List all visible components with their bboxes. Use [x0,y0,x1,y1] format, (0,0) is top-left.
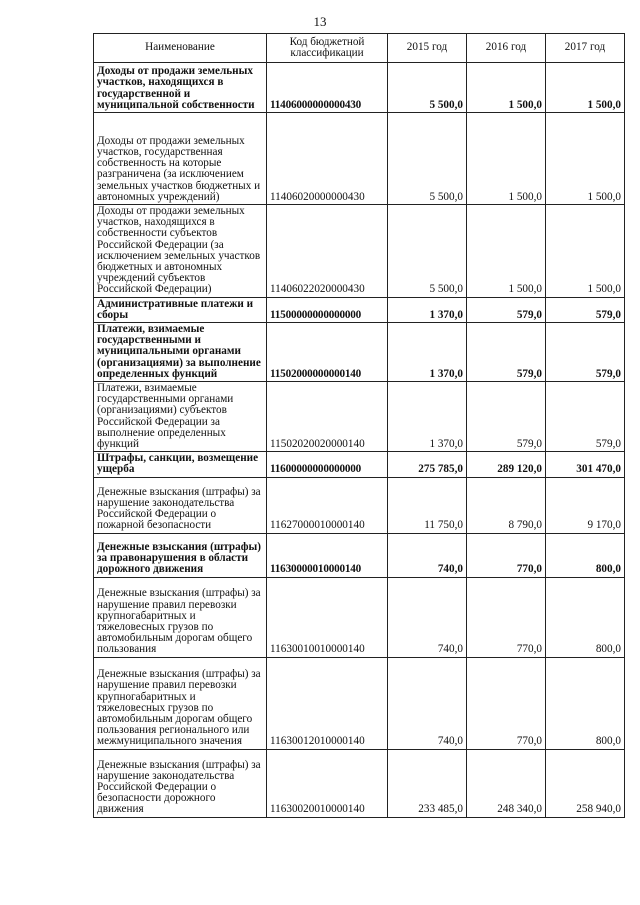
row-value-2016: 770,0 [467,533,546,577]
header-code: Код бюджетной классификации [267,34,388,63]
row-name-cell: Денежные взыскания (штрафы) за нарушение правил перевозки крупногабаритных и тяжеловесных грузов по автомобильным дорогам общего пользования регионального или межмуниципального значения [94,657,267,749]
table-row [94,477,625,533]
row-value-2016: 579,0 [467,382,546,452]
row-value-2016: 289 120,0 [467,452,546,477]
row-value-2016: 1 500,0 [467,63,546,113]
table-row [94,63,625,113]
table-row [94,297,625,322]
row-value-2016: 1 500,0 [467,113,546,205]
table-row [94,113,625,205]
row-name-cell: Денежные взыскания (штрафы) за правонарушения в области дорожного движения [94,533,267,577]
row-value-2017: 1 500,0 [546,205,625,298]
row-name-cell: Доходы от продажи земельных участков, находящихся в собственности субъектов Российской Федерации (за исключением земельных участков бюджетных и автономных учреждений субъектов Российской Федерации) [94,205,267,298]
row-name-cell: Штрафы, санкции, возмещение ущерба [94,452,267,477]
table-row [94,382,625,452]
row-value-2016: 8 790,0 [467,477,546,533]
row-value-2015: 233 485,0 [388,749,467,817]
row-value-2015: 5 500,0 [388,63,467,113]
row-value-2017: 9 170,0 [546,477,625,533]
row-value-2017: 258 940,0 [546,749,625,817]
row-value-2017: 579,0 [546,297,625,322]
row-value-2015: 11 750,0 [388,477,467,533]
header-name: Наименование [94,34,267,63]
table-row [94,205,625,298]
table-row [94,452,625,477]
row-code-cell: 11406000000000430 [267,63,388,113]
row-value-2016: 579,0 [467,323,546,382]
row-value-2017: 579,0 [546,323,625,382]
table-row [94,577,625,657]
row-code-cell: 11630010010000140 [267,577,388,657]
row-value-2016: 770,0 [467,657,546,749]
table-row [94,533,625,577]
table-row [94,657,625,749]
row-value-2016: 579,0 [467,297,546,322]
header-2015: 2015 год [388,34,467,63]
row-code-cell: 11630000010000140 [267,533,388,577]
row-value-2015: 275 785,0 [388,452,467,477]
row-value-2015: 1 370,0 [388,323,467,382]
row-value-2017: 800,0 [546,577,625,657]
row-name-cell: Денежные взыскания (штрафы) за нарушение законодательства Российской Федерации о пожарной безопасности [94,477,267,533]
row-value-2015: 740,0 [388,533,467,577]
row-value-2015: 740,0 [388,657,467,749]
row-value-2017: 800,0 [546,533,625,577]
row-name-cell: Платежи, взимаемые государственными органами (организациями) субъектов Российской Федерации за выполнение определенных функций [94,382,267,452]
row-value-2016: 770,0 [467,577,546,657]
header-2017: 2017 год [546,34,625,63]
table-header-row [94,34,625,63]
row-value-2017: 301 470,0 [546,452,625,477]
row-code-cell: 11630012010000140 [267,657,388,749]
row-value-2017: 579,0 [546,382,625,452]
row-code-cell: 11406020000000430 [267,113,388,205]
row-code-cell: 11630020010000140 [267,749,388,817]
row-name-cell: Доходы от продажи земельных участков, государственная собственность на которые разграничена (за исключением земельных участков бюджетных и автономных учреждений) [94,113,267,205]
row-name-cell: Доходы от продажи земельных участков, находящихся в государственной и муниципальной собственности [94,63,267,113]
row-code-cell: 11502020020000140 [267,382,388,452]
row-value-2015: 740,0 [388,577,467,657]
row-value-2015: 5 500,0 [388,205,467,298]
table-row [94,749,625,817]
row-code-cell: 11627000010000140 [267,477,388,533]
row-value-2017: 1 500,0 [546,63,625,113]
table-row [94,323,625,382]
row-code-cell: 11502000000000140 [267,323,388,382]
row-value-2017: 800,0 [546,657,625,749]
row-value-2015: 1 370,0 [388,382,467,452]
budget-revenue-table [93,33,625,818]
row-name-cell: Платежи, взимаемые государственными и муниципальными органами (организациями) за выполнение определенных функций [94,323,267,382]
row-name-cell: Денежные взыскания (штрафы) за нарушение законодательства Российской Федерации о безопасности дорожного движения [94,749,267,817]
row-value-2015: 1 370,0 [388,297,467,322]
row-value-2015: 5 500,0 [388,113,467,205]
header-2016: 2016 год [467,34,546,63]
row-value-2016: 1 500,0 [467,205,546,298]
row-name-cell: Денежные взыскания (штрафы) за нарушение правил перевозки крупногабаритных и тяжеловесных грузов по автомобильным дорогам общего пользования [94,577,267,657]
row-value-2016: 248 340,0 [467,749,546,817]
row-name-cell: Административные платежи и сборы [94,297,267,322]
row-code-cell: 11406022020000430 [267,205,388,298]
page-number: 13 [313,14,327,29]
row-code-cell: 11500000000000000 [267,297,388,322]
row-value-2017: 1 500,0 [546,113,625,205]
row-code-cell: 11600000000000000 [267,452,388,477]
